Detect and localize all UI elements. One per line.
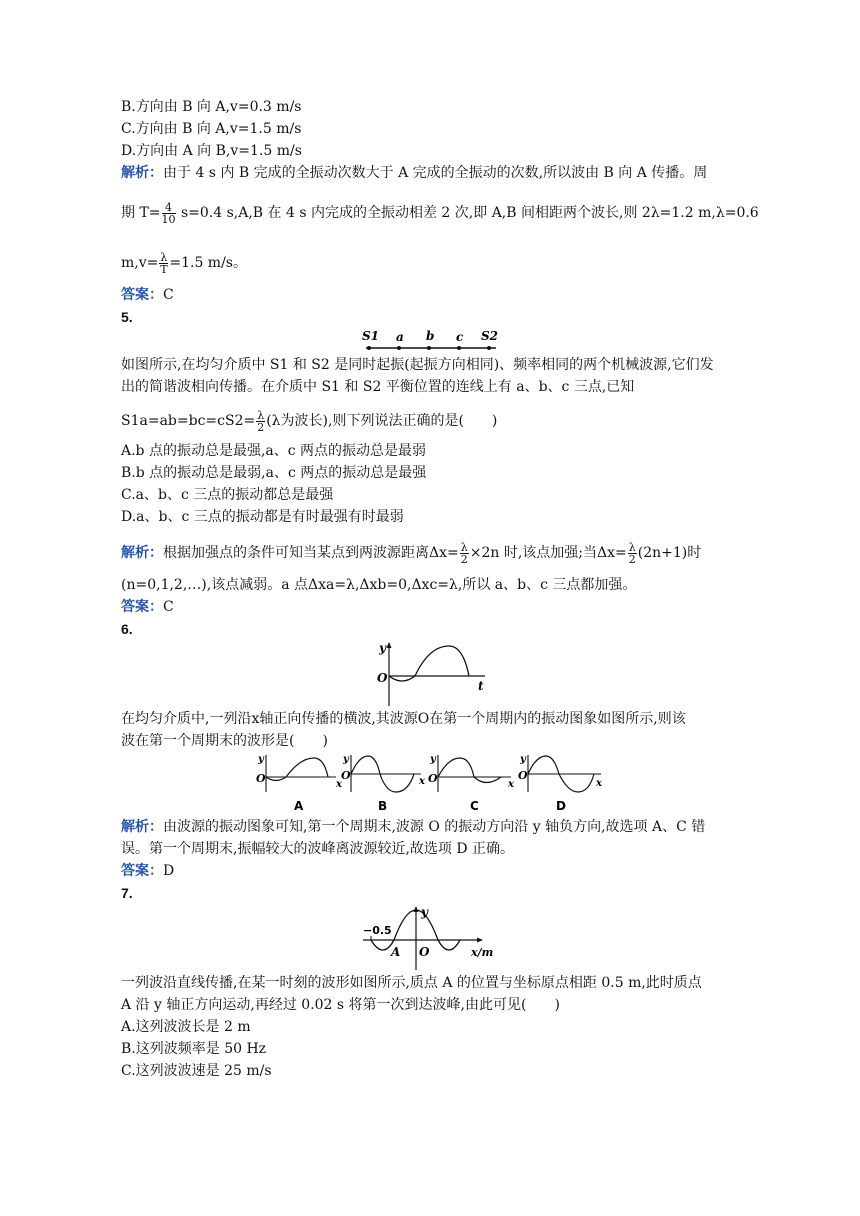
q7-number: 7.: [121, 885, 133, 901]
svg-text:O: O: [341, 769, 351, 782]
svg-text:O: O: [518, 769, 528, 782]
q7-waveform-figure: [361, 904, 501, 972]
svg-text:y: y: [258, 754, 264, 765]
q4-analysis-line-1: 解析：由于 4 s 内 B 完成的全振动次数大于 A 完成的全振动的次数,所以波由 B 向 A 传播。周: [121, 165, 708, 181]
q5-fraction-half-lambda: $\frac{\lambda}{2}$: [257, 408, 265, 434]
svg-text:x: x: [336, 779, 342, 790]
q4-analysis-label: 解析：: [121, 165, 163, 181]
q5-option-c: C.a、b、c 三点的振动都总是最强: [121, 487, 334, 503]
q5-stem-2: 出的简谐波相向传播。在介质中 S1 和 S2 平衡位置的连线上有 a、b、c 三点,已知: [121, 379, 635, 395]
svg-text:y: y: [379, 641, 386, 655]
q4-analysis-line-2: 期 T= $\frac{4}{10}$ s=0.4 s,A,B 在 4 s 内完成的全振动相差 2 次,即 A,B 间相距两个波长,则 2λ=1.2 m,λ=0.6: [121, 200, 759, 226]
svg-text:y: y: [430, 754, 436, 765]
q5-analysis-line-1: 解析：根据加强点的条件可知当某点到两波源距离Δx= $\frac{\lambda}{2}$ ×2n 时,该点加强;当Δx= $\frac{\lambda}{2}$ (2n+1)时: [121, 540, 702, 566]
svg-text:y: y: [520, 754, 526, 765]
q5-answer: 答案：C: [121, 599, 174, 615]
q5-number: 5.: [121, 309, 133, 325]
q6-vibration-graph: [371, 640, 491, 708]
q7-stem-2: A 沿 y 轴正方向运动,再经过 0.02 s 将第一次到达波峰,由此可见( ): [121, 997, 560, 1013]
q7-option-a: A.这列波波长是 2 m: [121, 1019, 251, 1035]
q6-option-a-graph: [256, 754, 343, 813]
q6-analysis-line-2: 误。第一个周期末,振幅较大的波峰离波源较近,故选项 D 正确。: [121, 841, 515, 857]
q4-option-c: C.方向由 B 向 A,v=1.5 m/s: [121, 121, 302, 137]
svg-text:x: x: [508, 779, 514, 790]
svg-text:A: A: [391, 945, 401, 959]
q4-option-b: B.方向由 B 向 A,v=0.3 m/s: [121, 99, 302, 115]
q7-option-b: B.这列波频率是 50 Hz: [121, 1041, 267, 1057]
q6-number: 6.: [121, 621, 133, 637]
svg-text:D: D: [556, 799, 566, 813]
q5-analysis-line-2: (n=0,1,2,…),该点减弱。a 点Δxa=λ,Δxb=0,Δxc=λ,所以 a、b、c 三点都加强。: [121, 577, 637, 593]
svg-text:O: O: [256, 772, 266, 785]
q5-source-line-figure: [361, 328, 501, 354]
svg-text:O: O: [419, 945, 430, 959]
svg-text:x: x: [596, 778, 602, 789]
q4-analysis-line-3: m,v= $\frac{\lambda}{T}$ =1.5 m/s。: [121, 250, 247, 276]
svg-text:A: A: [294, 799, 304, 813]
q4-fraction-speed: $\frac{\lambda}{T}$: [160, 250, 168, 276]
q6-stem-2: 波在第一个周期末的波形是( ): [121, 733, 328, 749]
q7-option-c: C.这列波波速是 25 m/s: [121, 1063, 272, 1079]
q5-stem-3: S1a=ab=bc=cS2= $\frac{\lambda}{2}$ (λ为波长),则下列说法正确的是( ): [121, 408, 498, 434]
svg-text:O: O: [377, 671, 388, 685]
label-s1: S1: [362, 329, 380, 343]
q6-analysis-line-1: 解析：由波源的振动图象可知,第一个周期末,波源 O 的振动方向沿 y 轴负方向,故选项 A、C 错: [121, 819, 706, 835]
document-page: [121, 96, 759, 1082]
svg-text:C: C: [470, 799, 479, 813]
q4-option-d: D.方向由 A 向 B,v=1.5 m/s: [121, 143, 302, 159]
label-c: c: [456, 330, 464, 344]
q5-option-b: B.b 点的振动总是最弱,a、c 两点的振动总是最强: [121, 465, 427, 481]
svg-text:−0.5: −0.5: [363, 924, 392, 937]
svg-text:t: t: [478, 679, 484, 693]
q6-option-d-graph: [518, 754, 603, 813]
q6-answer: 答案：D: [121, 863, 175, 879]
svg-text:x/m: x/m: [471, 946, 494, 959]
label-b: b: [426, 329, 435, 343]
svg-text:O: O: [428, 772, 438, 785]
q5-stem-1: 如图所示,在均匀介质中 S1 和 S2 是同时起振(起振方向相同)、频率相同的两个机械波源,它们发: [121, 357, 714, 373]
q4-answer: 答案：C: [121, 287, 174, 303]
svg-text:y: y: [421, 905, 428, 919]
svg-text:B: B: [378, 799, 388, 813]
label-a: a: [396, 330, 404, 344]
q5-option-d: D.a、b、c 三点的振动都是有时最强有时最弱: [121, 509, 404, 525]
q4-fraction-period: $\frac{4}{10}$: [161, 200, 176, 226]
q6-stem-1: 在均匀介质中,一列沿x轴正向传播的横波,其波源O在第一个周期内的振动图象如图所示,则该: [121, 711, 686, 727]
q6-options-figure: [256, 752, 606, 814]
svg-text:x: x: [419, 776, 425, 787]
label-s2: S2: [481, 329, 499, 343]
q7-stem-1: 一列波沿直线传播,在某一时刻的波形如图所示,质点 A 的位置与坐标原点相距 0.5 m,此时质点: [121, 975, 702, 991]
q6-option-c-graph: [428, 754, 515, 813]
q6-option-b-graph: [341, 754, 426, 813]
svg-text:y: y: [343, 754, 349, 765]
q5-option-a: A.b 点的振动总是最强,a、c 两点的振动总是最弱: [121, 443, 427, 459]
